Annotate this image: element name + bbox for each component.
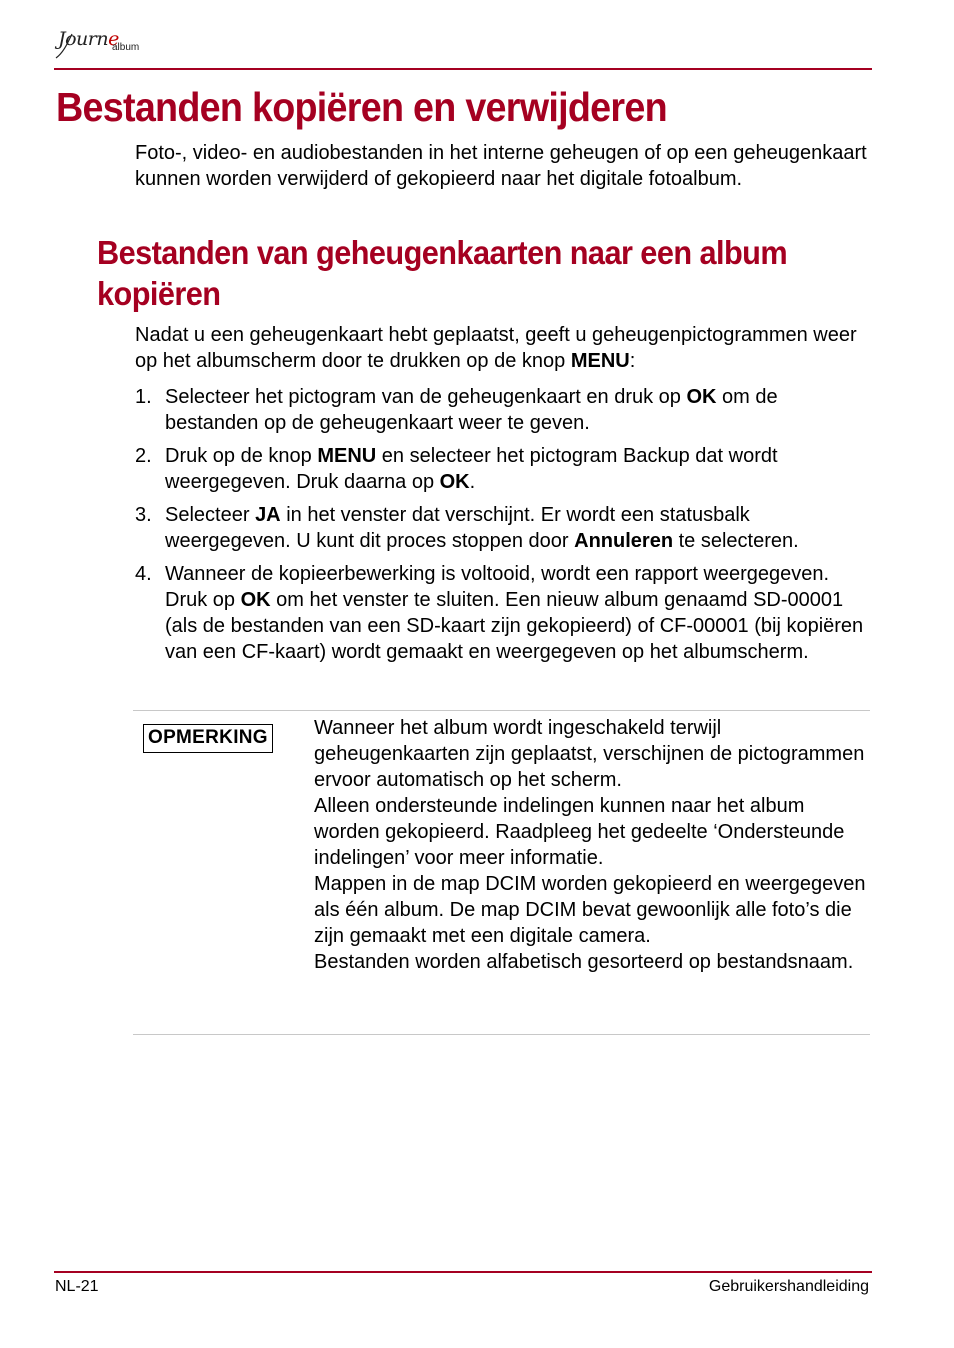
note-paragraph: Alleen ondersteunde indelingen kunnen naar het album worden gekopieerd. Raadpleeg het gedeelte ‘Ondersteunde indelingen’ voor meer informatie. [314,795,845,869]
step-number: 2. [135,445,152,467]
page-title: Bestanden kopiëren en verwijderen [56,84,667,130]
note-box [133,710,870,1035]
note-paragraph: Bestanden worden alfabetisch gesorteerd op bestandsnaam. [314,951,854,973]
menu-keyword: MENU [570,350,630,372]
page-number: NL-21 [55,1278,99,1295]
step-number: 4. [135,563,152,585]
steps-list [135,384,875,672]
list-item: 1. Selecteer het pictogram van de geheugenkaart en druk op OK om de bestanden op de geheugenkaart weer te geven. [135,386,778,434]
section-heading: Bestanden van geheugenkaarten naar een album kopiëren [97,234,788,312]
step-number: 3. [135,504,152,526]
logo-subtitle: album [112,42,140,53]
list-item: 2. Druk op de knop MENU en selecteer het pictogram Backup dat wordt weergegeven. Druk daarna op OK. [135,445,778,493]
logo-script: Journe [58,28,119,50]
note-paragraph: Mappen in de map DCIM worden gekopieerd en weergegeven als één album. De map DCIM bevat gewoonlijk alle foto’s die zijn gemaakt met een digitale camera. [314,873,866,947]
intro-paragraph: Foto-, video- en audiobestanden in het interne geheugen of op een geheugenkaart kunnen worden verwijderd of gekopieerd naar het digitale fotoalbum. [135,142,867,190]
step-number: 1. [135,386,152,408]
note-label: OPMERKING [143,724,273,753]
footer-rule [54,1271,872,1273]
header-rule [54,68,872,70]
section-lead-paragraph: Nadat u een geheugenkaart hebt geplaatst, geeft u geheugenpictogrammen weer op het albumscherm door te drukken op de knop MENU: [135,324,857,372]
list-item: 4. Wanneer de kopieerbewerking is voltooid, wordt een rapport weergegeven. Druk op OK om het venster te sluiten. Een nieuw album genaamd SD-00001 (als de bestanden van een SD-kaart zijn gekopieerd) of CF-00001 (bij kopiëren van een CF-kaart) wordt gemaakt en weergegeven op het albumscherm. [135,563,864,663]
list-item: 3. Selecteer JA in het venster dat verschijnt. Er wordt een statusbalk weergegeven. U kunt dit proces stoppen door Annuleren te selecteren. [135,504,799,552]
document-title: Gebruikershandleiding [708,1278,869,1295]
journe-album-logo [54,22,154,62]
note-paragraph: Wanneer het album wordt ingeschakeld terwijl geheugenkaarten zijn geplaatst, verschijnen de pictogrammen ervoor automatisch op het scherm. [314,717,865,791]
note-body [314,715,870,975]
